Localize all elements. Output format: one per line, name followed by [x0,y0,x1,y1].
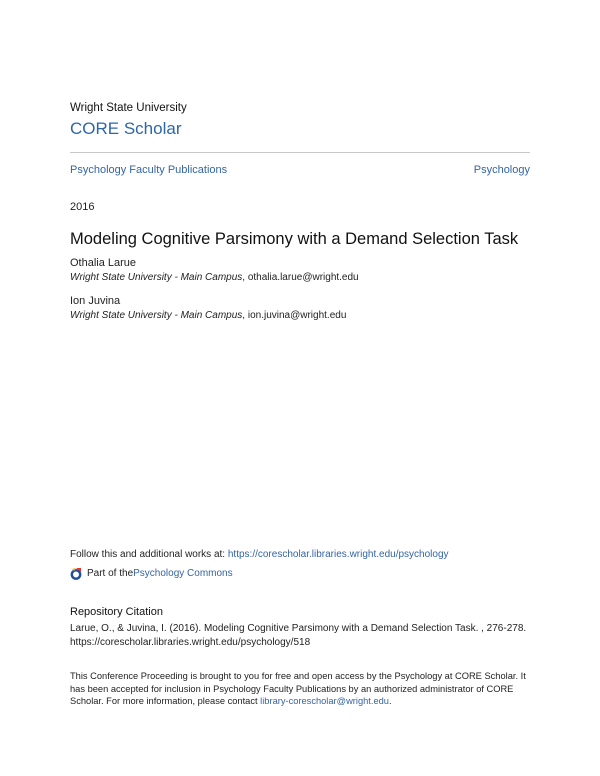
paper-title: Modeling Cognitive Parsimony with a Demand Selection Task [70,230,519,248]
department-link[interactable]: Psychology [473,164,530,176]
author-name: Ion Juvina [70,295,121,307]
author-affiliation: Wright State University - Main Campus, ion.juvina@wright.edu [70,310,347,321]
author-email: ion.juvina@wright.edu [247,310,347,321]
citation-text: Larue, O., & Juvina, I. (2016). Modeling Cognitive Parsimony with a Demand Selection Task. , 276-278. [70,623,527,634]
publication-year: 2016 [70,201,95,213]
affiliation-name: Wright State University - Main Campus [70,310,243,321]
author-email: othalia.larue@wright.edu [247,272,359,283]
citation-heading: Repository Citation [70,606,163,618]
part-of-prefix: Part of the [87,568,134,579]
follow-prefix: Follow this and additional works at: [70,549,228,560]
psychology-commons-link[interactable]: Psychology Commons [133,568,233,579]
contact-email-link[interactable]: library-corescholar@wright.edu [260,696,389,706]
notice-text: This Conference Proceeding is brought to you for free and open access by the Psychology at CORE Scholar. It has been accepted for inclusion in Psychology Faculty Publications by an authorized administrator of CORE Scholar. For more information, please contact [70,671,526,706]
collection-link[interactable]: Psychology Faculty Publications [70,164,228,176]
citation-body [70,622,540,650]
citation-url: https://corescholar.libraries.wright.edu/psychology/518 [70,637,311,648]
affiliation-name: Wright State University - Main Campus [70,272,243,283]
part-of-line [70,567,233,580]
follow-line [70,549,449,560]
author-affiliation: Wright State University - Main Campus, othalia.larue@wright.edu [70,272,359,283]
institution-name: Wright State University [70,102,187,114]
follow-url-link[interactable]: https://corescholar.libraries.wright.edu/psychology [227,549,449,560]
repository-link[interactable]: CORE Scholar [70,119,182,138]
access-notice [70,670,540,708]
author-block [70,257,359,283]
author-name: Othalia Larue [70,257,137,269]
notice-end: . [388,696,392,706]
author-block [70,295,346,321]
network-commons-icon [70,567,83,580]
header-divider [70,152,530,153]
